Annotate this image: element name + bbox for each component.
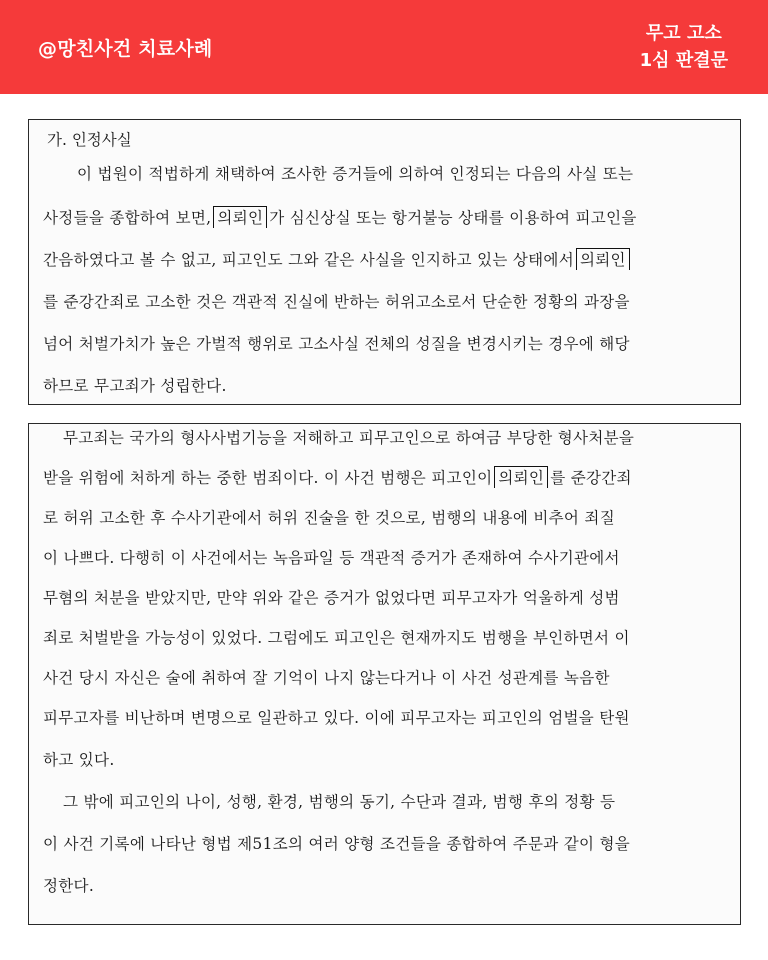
paragraph-line: 죄로 처벌받을 가능성이 있었다. 그럼에도 피고인은 현재까지도 범행을 부인하면서 이 xyxy=(43,629,630,647)
judgment-excerpt-facts xyxy=(28,119,741,405)
header-banner xyxy=(0,0,768,94)
paragraph-line: 사건 당시 자신은 술에 취하여 잘 기억이 나지 않는다거나 이 사건 성관계를 녹음한 xyxy=(43,669,610,687)
paragraph-line xyxy=(43,466,726,488)
paragraph-line: 넘어 처벌가치가 높은 가벌적 행위로 고소사실 전체의 성질을 변경시키는 경우에 해당 xyxy=(43,335,630,353)
paragraph-line: 그 밖에 피고인의 나이, 성행, 환경, 범행의 동기, 수단과 결과, 범행 후의 정황 등 xyxy=(63,793,616,811)
highlighted-client: 의뢰인 xyxy=(576,248,630,270)
case-tag-line1: 무고 고소 xyxy=(645,23,722,44)
paragraph-line: 를 준강간죄로 고소한 것은 객관적 진실에 반하는 허위고소로서 단순한 정황의 과장을 xyxy=(43,293,630,311)
paragraph-line: 이 사건 기록에 나타난 형법 제51조의 여러 양형 조건들을 종합하여 주문과 같이 형을 xyxy=(43,835,631,853)
paragraph-line: 하고 있다. xyxy=(43,751,115,769)
line-text: 를 준강간죄 xyxy=(550,469,632,487)
brand-handle: @망친사건 치료사례 xyxy=(38,38,213,60)
paragraph-line: 정한다. xyxy=(43,877,95,895)
paragraph-line: 로 허위 고소한 후 수사기관에서 허위 진술을 한 것으로, 범행의 내용에 비추어 죄질 xyxy=(43,509,615,527)
case-tag-line2: 1심 판결문 xyxy=(639,50,728,71)
judgment-excerpt-sentencing xyxy=(28,423,741,925)
highlighted-client: 의뢰인 xyxy=(213,206,267,228)
paragraph-line: 피무고자를 비난하며 변명으로 일관하고 있다. 이에 피무고자는 피고인의 엄벌을 탄원 xyxy=(43,709,630,727)
paragraph-line: 이 나쁘다. 다행히 이 사건에서는 녹음파일 등 객관적 증거가 존재하여 수사기관에서 xyxy=(43,549,620,567)
line-text: 받을 위험에 처하게 하는 중한 범죄이다. 이 사건 범행은 피고인이 xyxy=(43,469,493,487)
line-text: 간음하였다고 볼 수 없고, 피고인도 그와 같은 사실을 인지하고 있는 상태에서 xyxy=(43,251,574,269)
paragraph-line xyxy=(43,248,726,270)
paragraph-line: 무고죄는 국가의 형사사법기능을 저해하고 피무고인으로 하여금 부당한 형사처분을 xyxy=(63,429,635,447)
line-text: 사정들을 종합하여 보면, xyxy=(43,209,212,227)
line-text: 가 심신상실 또는 항거불능 상태를 이용하여 피고인을 xyxy=(269,209,637,227)
paragraph-line: 무혐의 처분을 받았지만, 만약 위와 같은 증거가 없었다면 피무고자가 억울하게 성범 xyxy=(43,589,620,607)
highlighted-client: 의뢰인 xyxy=(494,466,548,488)
paragraph-line: 하므로 무고죄가 성립한다. xyxy=(43,377,227,395)
paragraph-line xyxy=(43,206,726,228)
case-tag xyxy=(640,20,728,74)
section-heading: 가. 인정사실 xyxy=(47,131,132,149)
paragraph-line: 이 법원이 적법하게 채택하여 조사한 증거들에 의하여 인정되는 다음의 사실 또는 xyxy=(77,165,634,183)
